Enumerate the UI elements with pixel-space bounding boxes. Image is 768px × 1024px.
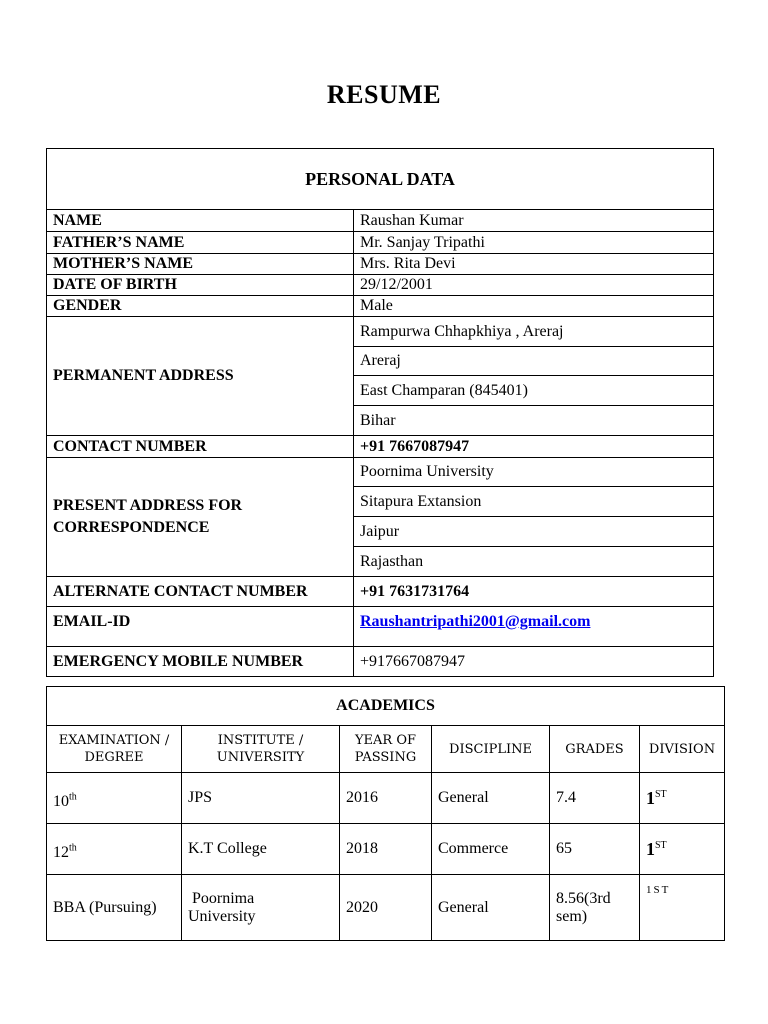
gender-label: GENDER <box>47 296 354 317</box>
discipline-cell: General <box>432 875 550 941</box>
column-header: EXAMINATION / DEGREE <box>47 726 182 773</box>
permanent-address-line: East Champaran (845401) <box>354 376 714 406</box>
present-address-line: Rajasthan <box>354 547 714 577</box>
institute-cell: Poornima University <box>182 875 340 941</box>
grade-cell: 7.4 <box>550 773 640 824</box>
name-label: NAME <box>47 210 354 232</box>
present-address-label-line: CORRESPONDENCE <box>53 519 210 536</box>
column-header: YEAR OF PASSING <box>340 726 432 773</box>
discipline-cell: Commerce <box>432 824 550 875</box>
division-cell: 1ST <box>640 824 725 875</box>
column-header: DISCIPLINE <box>432 726 550 773</box>
present-address-line: Sitapura Extansion <box>354 487 714 517</box>
column-header: INSTITUTE / UNIVERSITY <box>182 726 340 773</box>
column-header: GRADES <box>550 726 640 773</box>
table-row <box>47 773 725 824</box>
present-address-label-line: PRESENT ADDRESS FOR <box>53 497 243 514</box>
alternate-contact-value: +91 7631731764 <box>354 577 714 607</box>
institute-cell: K.T College <box>182 824 340 875</box>
degree-cell: BBA (Pursuing) <box>47 875 182 941</box>
column-header: DIVISION <box>640 726 725 773</box>
degree-cell: 12th <box>47 824 182 875</box>
page-title: RESUME <box>326 80 442 109</box>
grade-cell: 8.56(3rd sem) <box>550 875 640 941</box>
permanent-address-label: PERMANENT ADDRESS <box>47 317 354 436</box>
mother-name-label: MOTHER’S NAME <box>47 254 354 275</box>
personal-data-heading: PERSONAL DATA <box>47 149 714 210</box>
email-link[interactable]: Raushantripathi2001@gmail.com <box>360 613 591 630</box>
institute-cell: JPS <box>182 773 340 824</box>
email-label: EMAIL-ID <box>47 607 354 647</box>
degree-cell: 10th <box>47 773 182 824</box>
academics-table <box>46 686 725 941</box>
permanent-address-line: Rampurwa Chhapkhiya , Areraj <box>354 317 714 347</box>
dob-label: DATE OF BIRTH <box>47 275 354 296</box>
mother-name-value: Mrs. Rita Devi <box>354 254 714 275</box>
gender-value: Male <box>354 296 714 317</box>
father-name-label: FATHER’S NAME <box>47 232 354 254</box>
present-address-label <box>47 458 354 577</box>
academics-heading: ACADEMICS <box>47 687 725 726</box>
permanent-address-line: Bihar <box>354 406 714 436</box>
discipline-cell: General <box>432 773 550 824</box>
emergency-number-label: EMERGENCY MOBILE NUMBER <box>47 647 354 677</box>
table-row <box>47 875 725 941</box>
name-value: Raushan Kumar <box>354 210 714 232</box>
permanent-address-line: Areraj <box>354 347 714 376</box>
contact-number-label: CONTACT NUMBER <box>47 436 354 458</box>
present-address-line: Poornima University <box>354 458 714 487</box>
year-cell: 2016 <box>340 773 432 824</box>
contact-number-value: +91 7667087947 <box>354 436 714 458</box>
division-cell: 1ST <box>640 773 725 824</box>
present-address-line: Jaipur <box>354 517 714 547</box>
grade-cell: 65 <box>550 824 640 875</box>
dob-value: 29/12/2001 <box>354 275 714 296</box>
emergency-number-value: +917667087947 <box>354 647 714 677</box>
year-cell: 2018 <box>340 824 432 875</box>
division-cell: 1ST <box>640 875 725 941</box>
table-row <box>47 824 725 875</box>
personal-data-table <box>46 148 714 677</box>
year-cell: 2020 <box>340 875 432 941</box>
alternate-contact-label: ALTERNATE CONTACT NUMBER <box>47 577 354 607</box>
father-name-value: Mr. Sanjay Tripathi <box>354 232 714 254</box>
